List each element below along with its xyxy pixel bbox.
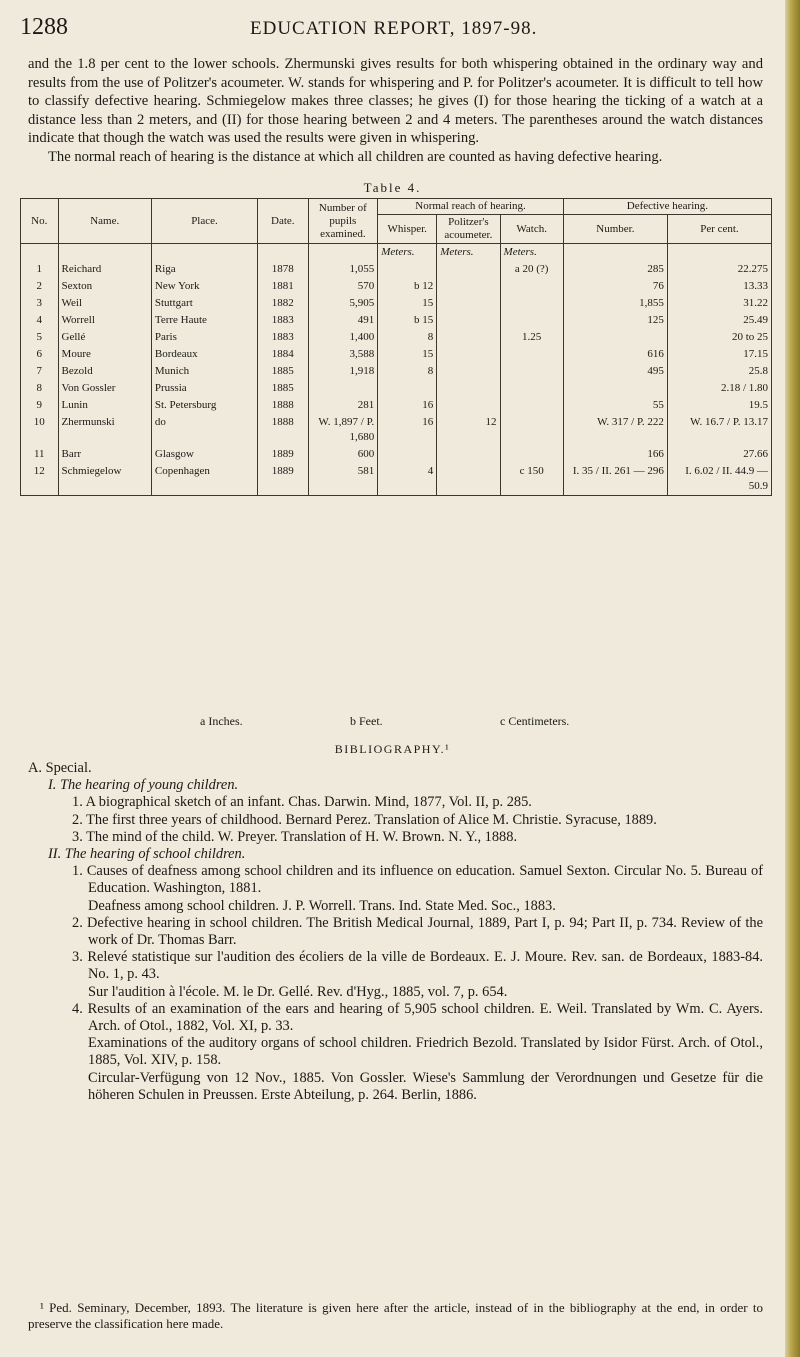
cell-def-percent: 19.5 bbox=[667, 397, 771, 414]
footnote bbox=[28, 1300, 763, 1332]
cell-def-percent: 22.275 bbox=[667, 261, 771, 278]
bib-part-1-title: I. The hearing of young children. bbox=[48, 777, 239, 794]
col-header-name: Name. bbox=[58, 199, 151, 244]
cell-politzer bbox=[437, 380, 500, 397]
cell-politzer bbox=[437, 363, 500, 380]
cell-pupils: 1,918 bbox=[308, 363, 378, 380]
cell-def-number: 495 bbox=[563, 363, 667, 380]
cell-no: 12 bbox=[21, 463, 59, 496]
intro-text bbox=[28, 55, 763, 166]
note-b: b Feet. bbox=[350, 714, 383, 728]
cell-name: Barr bbox=[58, 446, 151, 463]
cell-def-number: 55 bbox=[563, 397, 667, 414]
bib-item: 3. Relevé statistique sur l'audition des écoliers de la ville de Bordeaux. E. J. Moure. Rev. san. de Bordeaux, 1883-84. No. 1, p. 43. bbox=[72, 949, 763, 983]
cell-def-percent: 20 to 25 bbox=[667, 329, 771, 346]
col-header-def-number: Number. bbox=[563, 215, 667, 244]
cell-politzer bbox=[437, 312, 500, 329]
cell-pupils: W. 1,897 / P. 1,680 bbox=[308, 414, 378, 446]
cell-def-number: 125 bbox=[563, 312, 667, 329]
table-title: Table 4. bbox=[363, 180, 422, 195]
bibliography bbox=[28, 760, 763, 1104]
cell-def-number: 285 bbox=[563, 261, 667, 278]
bib-item: 3. The mind of the child. W. Preyer. Translation of H. W. Brown. N. Y., 1888. bbox=[72, 828, 518, 845]
cell-name: Schmiegelow bbox=[58, 463, 151, 496]
cell-politzer bbox=[437, 397, 500, 414]
cell-pupils: 3,588 bbox=[308, 346, 378, 363]
cell-whisper bbox=[378, 446, 437, 463]
cell-whisper: b 12 bbox=[378, 278, 437, 295]
units-whisper: Meters. bbox=[378, 244, 437, 262]
cell-pupils: 600 bbox=[308, 446, 378, 463]
cell-date: 1888 bbox=[258, 397, 308, 414]
cell-politzer bbox=[437, 329, 500, 346]
cell-date: 1885 bbox=[258, 380, 308, 397]
col-header-date: Date. bbox=[258, 199, 308, 244]
cell-whisper: b 15 bbox=[378, 312, 437, 329]
bib-section-a: A. Special. bbox=[28, 760, 92, 776]
cell-place: Glasgow bbox=[151, 446, 257, 463]
cell-watch bbox=[500, 414, 563, 446]
cell-watch bbox=[500, 363, 563, 380]
cell-watch: 1.25 bbox=[500, 329, 563, 346]
cell-def-percent: 27.66 bbox=[667, 446, 771, 463]
cell-place: Bordeaux bbox=[151, 346, 257, 363]
cell-no: 4 bbox=[21, 312, 59, 329]
cell-watch bbox=[500, 278, 563, 295]
col-header-defective: Defective hearing. bbox=[563, 199, 771, 215]
cell-whisper: 15 bbox=[378, 295, 437, 312]
cell-date: 1888 bbox=[258, 414, 308, 446]
running-head: EDUCATION REPORT, 1897-98. bbox=[250, 18, 538, 39]
table-row bbox=[21, 329, 772, 346]
page-number: 1288 bbox=[20, 14, 68, 40]
bib-item: 2. Defective hearing in school children. The British Medical Journal, 1889, Part I, p. 94; Part II, p. 734. Review of the work of Dr. Thomas Barr. bbox=[72, 914, 763, 949]
cell-def-percent: 17.15 bbox=[667, 346, 771, 363]
bib-part-2-title: II. The hearing of school children. bbox=[48, 846, 246, 863]
col-header-pupils: Number of pupils examined. bbox=[308, 199, 378, 244]
cell-watch bbox=[500, 295, 563, 312]
table-row bbox=[21, 363, 772, 380]
cell-def-percent: I. 6.02 / II. 44.9 — 50.9 bbox=[667, 463, 771, 496]
intro-paragraph: The normal reach of hearing is the distance at which all children are counted as having defective hearing. bbox=[48, 148, 663, 165]
cell-date: 1878 bbox=[258, 261, 308, 278]
col-header-place: Place. bbox=[151, 199, 257, 244]
cell-name: Lunin bbox=[58, 397, 151, 414]
cell-place: Copenhagen bbox=[151, 463, 257, 496]
cell-def-percent: 31.22 bbox=[667, 295, 771, 312]
cell-place: do bbox=[151, 414, 257, 446]
cell-politzer bbox=[437, 346, 500, 363]
cell-def-number: 616 bbox=[563, 346, 667, 363]
cell-def-percent: 25.8 bbox=[667, 363, 771, 380]
cell-watch bbox=[500, 380, 563, 397]
table-row bbox=[21, 346, 772, 363]
cell-def-number: I. 35 / II. 261 — 296 bbox=[563, 463, 667, 496]
col-header-politzer: Politzer's acoumeter. bbox=[437, 215, 500, 244]
cell-place: St. Petersburg bbox=[151, 397, 257, 414]
cell-watch bbox=[500, 346, 563, 363]
table-row bbox=[21, 446, 772, 463]
cell-date: 1883 bbox=[258, 329, 308, 346]
table-row bbox=[21, 414, 772, 446]
cell-no: 6 bbox=[21, 346, 59, 363]
cell-watch bbox=[500, 397, 563, 414]
cell-def-number: 1,855 bbox=[563, 295, 667, 312]
cell-place: New York bbox=[151, 278, 257, 295]
cell-name: Reichard bbox=[58, 261, 151, 278]
col-header-watch: Watch. bbox=[500, 215, 563, 244]
cell-no: 5 bbox=[21, 329, 59, 346]
cell-pupils: 281 bbox=[308, 397, 378, 414]
cell-pupils: 1,400 bbox=[308, 329, 378, 346]
cell-place: Prussia bbox=[151, 380, 257, 397]
table-row bbox=[21, 295, 772, 312]
cell-def-percent: 2.18 / 1.80 bbox=[667, 380, 771, 397]
cell-def-percent: 13.33 bbox=[667, 278, 771, 295]
units-politzer: Meters. bbox=[437, 244, 500, 262]
bib-item: 1. A biographical sketch of an infant. Chas. Darwin. Mind, 1877, Vol. II, p. 285. bbox=[72, 794, 532, 811]
cell-watch bbox=[500, 446, 563, 463]
cell-date: 1889 bbox=[258, 463, 308, 496]
cell-place: Stuttgart bbox=[151, 295, 257, 312]
cell-place: Riga bbox=[151, 261, 257, 278]
cell-date: 1889 bbox=[258, 446, 308, 463]
bib-item: Deafness among school children. J. P. Worrell. Trans. Ind. State Med. Soc., 1883. bbox=[88, 897, 556, 914]
cell-watch: c 150 bbox=[500, 463, 563, 496]
bib-item: Sur l'audition à l'école. M. le Dr. Gellé. Rev. d'Hyg., 1885, vol. 7, p. 654. bbox=[88, 983, 508, 1000]
bib-item: 2. The first three years of childhood. Bernard Perez. Translation of Alice M. Christie. Syracuse, 1889. bbox=[72, 811, 657, 828]
cell-def-percent: W. 16.7 / P. 13.17 bbox=[667, 414, 771, 446]
cell-no: 1 bbox=[21, 261, 59, 278]
bib-part-1 bbox=[48, 777, 763, 794]
table-row bbox=[21, 312, 772, 329]
bib-item: Circular-Verfügung von 12 Nov., 1885. Von Gossler. Wiese's Sammlung der Verordnungen und Gesetze für die höheren Schulen in Preussen. Erste Abteilung, p. 264. Berlin, 1886. bbox=[88, 1069, 763, 1103]
cell-date: 1884 bbox=[258, 346, 308, 363]
cell-watch: a 20 (?) bbox=[500, 261, 563, 278]
cell-no: 3 bbox=[21, 295, 59, 312]
cell-whisper: 8 bbox=[378, 363, 437, 380]
note-a: a Inches. bbox=[200, 714, 243, 728]
bib-item: 1. Causes of deafness among school children and its influence on education. Samuel Sexton. Circular No. 5. Bureau of Education. Washington, 1881. bbox=[72, 863, 763, 897]
bibliography-title: BIBLIOGRAPHY.¹ bbox=[334, 742, 451, 756]
bib-item: 4. Results of an examination of the ears and hearing of 5,905 school children. E. Weil. Translated by Wm. C. Ayers. Arch. of Otol., 1882, Vol. XI, p. 33. bbox=[72, 1000, 763, 1035]
bib-part-2 bbox=[48, 846, 763, 863]
table-row bbox=[21, 278, 772, 295]
cell-def-number: 166 bbox=[563, 446, 667, 463]
cell-pupils: 570 bbox=[308, 278, 378, 295]
intro-paragraph: and the 1.8 per cent to the lower schools. Zhermunski gives results for both whispering obtained in the ordinary way and results from the use of Politzer's acoumeter. W. stands for whispering and P. for Politzer's acoumeter. It is difficult to tell how to classify defective hearing. Schmiegelow makes three classes; he gives (I) for those hearing the ticking of a watch at a distance less than 2 meters, and (II) for those hearing between 2 and 4 meters. The parentheses around the watch distances indicate that though the watch was used the results were given in whispering. bbox=[28, 56, 763, 146]
units-watch: Meters. bbox=[500, 244, 563, 262]
cell-name: Worrell bbox=[58, 312, 151, 329]
cell-no: 8 bbox=[21, 380, 59, 397]
cell-name: Von Gossler bbox=[58, 380, 151, 397]
cell-watch bbox=[500, 312, 563, 329]
cell-pupils: 581 bbox=[308, 463, 378, 496]
cell-politzer bbox=[437, 446, 500, 463]
cell-whisper: 16 bbox=[378, 397, 437, 414]
hearing-table bbox=[20, 198, 772, 496]
note-c: c Centimeters. bbox=[500, 714, 570, 728]
cell-no: 10 bbox=[21, 414, 59, 446]
cell-politzer bbox=[437, 463, 500, 496]
cell-whisper: 4 bbox=[378, 463, 437, 496]
page-edge bbox=[785, 0, 800, 1357]
cell-def-number: W. 317 / P. 222 bbox=[563, 414, 667, 446]
cell-whisper: 16 bbox=[378, 414, 437, 446]
col-header-whisper: Whisper. bbox=[378, 215, 437, 244]
table-row bbox=[21, 380, 772, 397]
cell-def-percent: 25.49 bbox=[667, 312, 771, 329]
bib-item: Examinations of the auditory organs of school children. Friedrich Bezold. Translated by Isidor Fürst. Arch. of Otol., 1885, Vol. XIV, p. 158. bbox=[88, 1035, 763, 1069]
cell-name: Gellé bbox=[58, 329, 151, 346]
cell-whisper bbox=[378, 261, 437, 278]
footnote-text: ¹ Ped. Seminary, December, 1893. The literature is given here after the article, instead of in the bibliography at the end, in order to preserve the classification here made. bbox=[28, 1300, 763, 1331]
cell-politzer bbox=[437, 278, 500, 295]
cell-name: Bezold bbox=[58, 363, 151, 380]
cell-pupils: 491 bbox=[308, 312, 378, 329]
cell-date: 1883 bbox=[258, 312, 308, 329]
cell-pupils bbox=[308, 380, 378, 397]
cell-place: Munich bbox=[151, 363, 257, 380]
col-header-no: No. bbox=[21, 199, 59, 244]
cell-def-number bbox=[563, 329, 667, 346]
cell-whisper: 15 bbox=[378, 346, 437, 363]
cell-politzer: 12 bbox=[437, 414, 500, 446]
cell-date: 1881 bbox=[258, 278, 308, 295]
cell-date: 1882 bbox=[258, 295, 308, 312]
cell-no: 7 bbox=[21, 363, 59, 380]
cell-place: Paris bbox=[151, 329, 257, 346]
cell-pupils: 5,905 bbox=[308, 295, 378, 312]
cell-whisper bbox=[378, 380, 437, 397]
cell-name: Moure bbox=[58, 346, 151, 363]
cell-politzer bbox=[437, 295, 500, 312]
cell-def-number: 76 bbox=[563, 278, 667, 295]
cell-whisper: 8 bbox=[378, 329, 437, 346]
cell-no: 2 bbox=[21, 278, 59, 295]
cell-pupils: 1,055 bbox=[308, 261, 378, 278]
cell-no: 11 bbox=[21, 446, 59, 463]
cell-name: Zhermunski bbox=[58, 414, 151, 446]
cell-politzer bbox=[437, 261, 500, 278]
table-row bbox=[21, 397, 772, 414]
cell-date: 1885 bbox=[258, 363, 308, 380]
cell-no: 9 bbox=[21, 397, 59, 414]
table-row bbox=[21, 463, 772, 496]
cell-def-number bbox=[563, 380, 667, 397]
cell-name: Sexton bbox=[58, 278, 151, 295]
cell-name: Weil bbox=[58, 295, 151, 312]
table-row bbox=[21, 261, 772, 278]
page-header bbox=[20, 14, 760, 44]
cell-place: Terre Haute bbox=[151, 312, 257, 329]
col-header-normal: Normal reach of hearing. bbox=[378, 199, 564, 215]
col-header-def-percent: Per cent. bbox=[667, 215, 771, 244]
units-row bbox=[21, 244, 772, 262]
